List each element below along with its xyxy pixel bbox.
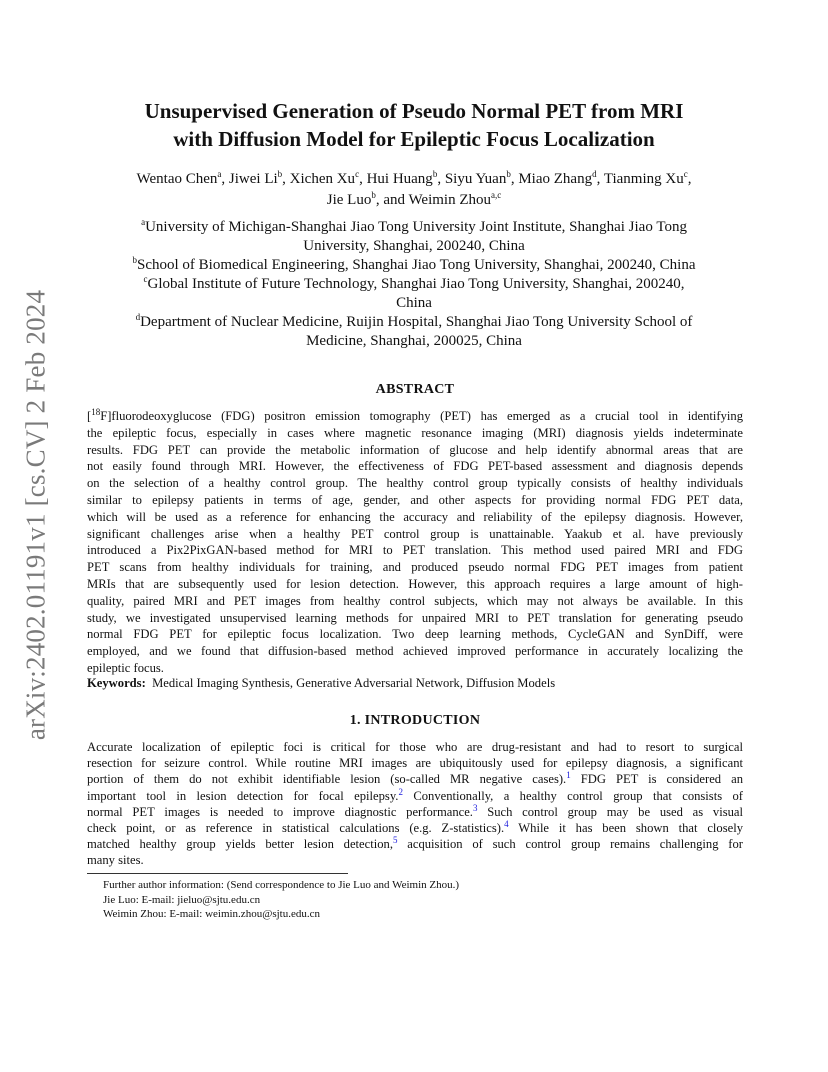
intro-text: matched healthy group yields better lesion detection, — [87, 837, 393, 852]
abstract-line: normal FDG PET for epileptic focus localization. Two deep learning methods, CycleGAN and SynDiff, were — [87, 627, 743, 642]
introduction-body — [87, 739, 743, 869]
author-separator: , — [596, 171, 604, 187]
intro-text: check point, or as reference in statistical calculations (e.g. Z-statistics). — [87, 820, 505, 835]
abstract-line: significant challenges arise when a healthy PET control group is unattainable. Yaakub et al. have previously — [87, 526, 743, 541]
author-affiliation-mark: c — [355, 169, 360, 179]
author-separator: , — [221, 171, 229, 187]
citation-link[interactable]: 4 — [504, 818, 509, 829]
affiliation-line — [80, 275, 748, 294]
intro-line — [87, 820, 743, 836]
footnote-line: Jie Luo: E-mail: jieluo@sjtu.edu.cn — [103, 893, 261, 906]
author-name: Jiwei Li — [228, 171, 278, 187]
author-affiliation-mark: b — [277, 169, 283, 179]
author-name: Wentao Chen — [136, 171, 218, 187]
abstract-line: employed, and we found that diffusion-based method achieved improved performance in accurately localizing the — [87, 644, 743, 659]
intro-text: important tool in lesion detection for focal epilepsy. — [87, 788, 399, 803]
abstract-first-text: F]fluorodeoxyglucose (FDG) positron emission tomography (PET) has emerged as a crucial tool in identifying — [100, 409, 743, 423]
affiliation-line — [80, 313, 748, 332]
intro-text: Such control group may be used as visual — [477, 804, 743, 819]
intro-line — [87, 804, 743, 820]
citation-link[interactable]: 3 — [472, 802, 478, 813]
affiliation — [80, 275, 748, 313]
affiliation-mark: c — [143, 274, 148, 284]
author-affiliation-mark: c — [683, 169, 688, 179]
affiliation-line — [80, 332, 748, 351]
affiliation-text: Medicine, Shanghai, 200025, China — [306, 333, 522, 349]
affiliation-line — [80, 237, 748, 256]
affiliation-line — [80, 218, 748, 237]
author-separator: , — [282, 171, 290, 187]
intro-text: many sites. — [87, 853, 144, 868]
author-affiliation-mark: a — [217, 169, 222, 179]
affiliation-mark: a — [141, 217, 146, 227]
intro-line — [87, 771, 743, 787]
author-affiliation-mark: d — [592, 169, 597, 179]
citation-link[interactable]: 5 — [392, 834, 398, 845]
affiliation-text: University of Michigan-Shanghai Jiao Tong University Joint Institute, Shanghai Jiao Tong — [145, 219, 687, 235]
abstract-line: MRIs that are subsequently used for lesion detection. However, this approach requires a large amount of high- — [87, 576, 743, 591]
abstract-heading: ABSTRACT — [375, 382, 455, 397]
intro-text: FDG PET is considered an — [570, 772, 743, 787]
affiliation-text: Global Institute of Future Technology, Shanghai Jiao Tong University, Shanghai, 200240, — [147, 276, 685, 292]
intro-text: normal PET images is needed to improve diagnostic performance. — [87, 804, 473, 819]
affiliation-text: Department of Nuclear Medicine, Ruijin Hospital, Shanghai Jiao Tong University School of — [140, 314, 693, 330]
arxiv-stamp — [12, 270, 60, 760]
intro-text: While it has been shown that closely — [508, 820, 743, 835]
author-separator: , — [437, 171, 445, 187]
abstract-line: not easily found through MRI. However, the effectiveness of FDG PET-based assessment and diagnosis depends — [87, 459, 743, 474]
title-line-2: with Diffusion Model for Epileptic Focus Localization — [173, 127, 655, 151]
intro-line — [87, 739, 743, 755]
keywords-text: Medical Imaging Synthesis, Generative Adversarial Network, Diffusion Models — [152, 676, 556, 690]
intro-line — [87, 755, 743, 771]
abstract-line: epileptic focus. — [87, 660, 164, 675]
abstract-line: similar to epilepsy patients in terms of age, gender, and other aspects for providing normal FDG PET data, — [87, 492, 743, 507]
isotope-superscript: 18 — [91, 406, 101, 417]
author-affiliation-mark: a,c — [491, 190, 502, 200]
affiliation — [80, 313, 748, 351]
abstract-line — [87, 408, 743, 425]
citation-link[interactable]: 1 — [566, 770, 571, 781]
footnote-line: Weimin Zhou: E-mail: weimin.zhou@sjtu.edu.cn — [103, 908, 320, 921]
author-separator: , — [687, 171, 692, 187]
abstract-line: study, we investigated unsupervised learning methods for unpaired MRI to PET translation for generating pseudo — [87, 610, 743, 625]
introduction-heading: 1. INTRODUCTION — [349, 713, 481, 728]
footnotes — [103, 878, 459, 922]
intro-text: acquisition of such control group remains challenging for — [397, 837, 743, 852]
abstract-line: quality, paired MRI and PET images from healthy control subjects, which may not always be available. In this — [87, 593, 743, 608]
author-separator: , — [359, 171, 367, 187]
author-affiliation-mark: b — [371, 190, 376, 200]
author-separator: , and — [375, 192, 409, 208]
author-separator: , — [510, 171, 519, 187]
intro-line — [87, 836, 743, 852]
author-line-2 — [80, 190, 748, 211]
affiliation-text: China — [396, 295, 432, 311]
intro-text: Accurate localization of epileptic foci is critical for those who are drug-resistant and had to resort to surgical — [87, 740, 743, 754]
author-list — [80, 169, 748, 211]
author-name: Miao Zhang — [518, 171, 593, 187]
footnote-rule — [87, 873, 348, 874]
affiliation-text: University, Shanghai, 200240, China — [303, 238, 525, 254]
keywords — [87, 676, 743, 691]
footnote-line: Further author information: (Send correspondence to Jie Luo and Weimin Zhou.) — [103, 879, 460, 891]
title-line-1: Unsupervised Generation of Pseudo Normal PET from MRI — [144, 99, 684, 123]
intro-text: resection for seizure control. While routine MRI images are ubiquitously used for epilepsy diagnosis, a significant — [87, 756, 743, 771]
intro-line — [87, 852, 743, 868]
affiliation-text: School of Biomedical Engineering, Shanghai Jiao Tong University, Shanghai, 200240, China — [137, 257, 696, 273]
affiliation-line — [80, 294, 748, 313]
affiliation-mark: d — [135, 312, 141, 322]
affiliation-mark: b — [132, 255, 138, 265]
affiliation — [80, 218, 748, 256]
author-name: Jie Luo — [326, 192, 372, 208]
citation-link[interactable]: 2 — [398, 786, 403, 797]
author-name: Xichen Xu — [289, 171, 356, 187]
abstract-line: results. FDG PET can provide the metabolic information of glucose and help identify abnormal areas that are — [87, 442, 743, 457]
intro-line — [87, 788, 743, 804]
author-affiliation-mark: b — [432, 169, 438, 179]
intro-text: Conventionally, a healthy control group that consists of — [402, 788, 743, 803]
author-name: Siyu Yuan — [444, 171, 507, 187]
abstract-line: which will be used as a reference for enhancing the accuracy and reliability of the epilepsy diagnosis. However, — [87, 509, 743, 524]
abstract-line: PET scans from healthy individuals for training, and produced pseudo normal FDG PET images from patient — [87, 560, 743, 575]
author-name: Hui Huang — [366, 171, 433, 187]
abstract-body — [87, 408, 743, 677]
affiliation-line — [80, 256, 748, 275]
arxiv-stamp-text: arXiv:2402.01191v1 [cs.CV] 2 Feb 2024 — [20, 289, 51, 741]
author-affiliation-mark: b — [506, 169, 511, 179]
affiliation-list — [80, 218, 748, 351]
abstract-line: introduced a Pix2PixGAN-based method for MRI to PET translation. This method used paired MRI and FDG — [87, 543, 743, 558]
author-name: Tianming Xu — [603, 171, 684, 187]
affiliation — [80, 256, 748, 275]
abstract-line: on the selection of a healthy control group. The healthy control group typically consists of healthy individuals — [87, 476, 743, 491]
abstract-line: the epileptic focus, especially in cases where magnetic resonance imaging (MRI) diagnosis yields indeterminate — [87, 425, 743, 440]
keywords-label: Keywords: — [87, 676, 146, 690]
intro-text: portion of them do not exhibit identifiable lesion (so-called MR negative cases). — [87, 772, 567, 787]
author-name: Weimin Zhou — [408, 192, 491, 208]
author-line-1 — [80, 169, 748, 190]
paper-title — [60, 97, 768, 153]
abstract-prefix: [ — [87, 409, 92, 423]
